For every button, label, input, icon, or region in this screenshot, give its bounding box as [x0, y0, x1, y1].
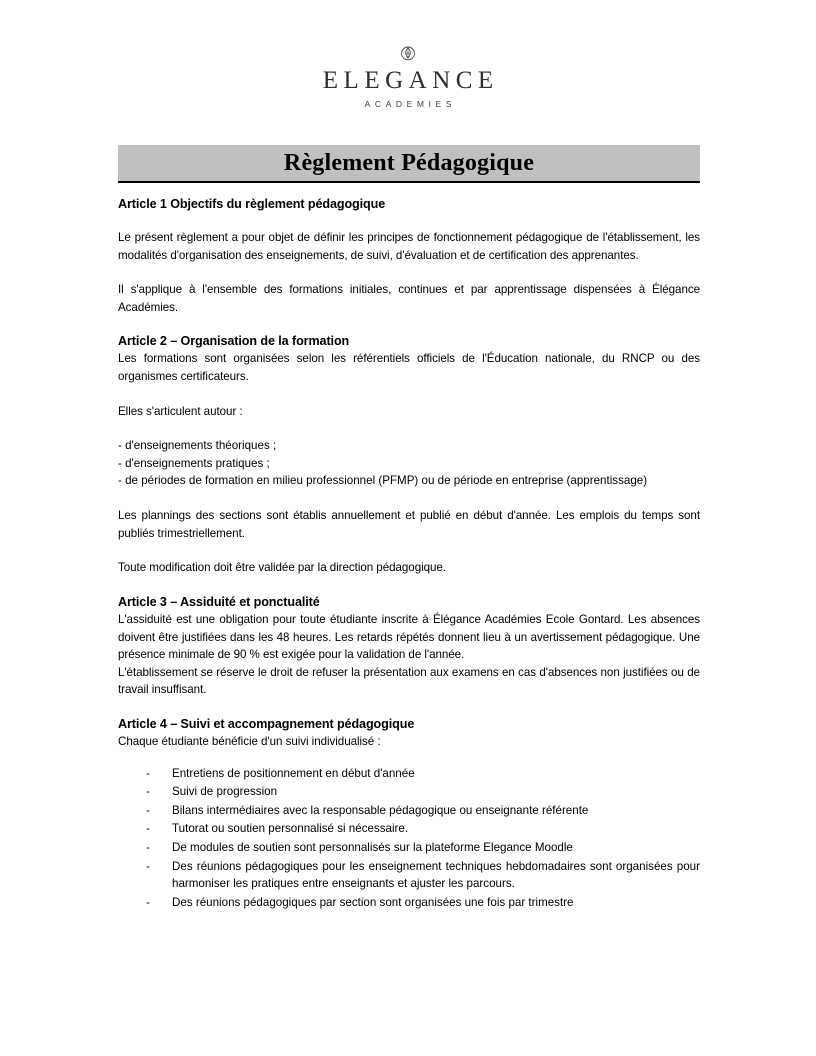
list-item: - Bilans intermédiaires avec la responsable pédagogique ou enseignante référente: [118, 802, 700, 820]
document-body: [118, 196, 700, 912]
article-4-list: [118, 765, 700, 912]
article-2-heading: Article 2 – Organisation de la formation: [118, 334, 350, 349]
list-item: - d'enseignements théoriques ;: [118, 439, 277, 453]
list-item: - Des réunions pédagogiques par section sont organisées une fois par trimestre: [118, 894, 700, 912]
list-item: - Tutorat ou soutien personnalisé si nécessaire.: [118, 820, 700, 838]
list-item: - Entretiens de positionnement en début d'année: [118, 765, 700, 783]
page-title: Règlement Pédagogique: [283, 149, 535, 176]
document-title-banner: [118, 145, 700, 183]
list-item: - de périodes de formation en milieu professionnel (PFMP) ou de période en entreprise (apprentissage): [118, 474, 648, 488]
list-item: - Suivi de progression: [118, 783, 700, 801]
article-4-heading: Article 4 – Suivi et accompagnement pédagogique: [118, 716, 415, 731]
article-4-intro: Chaque étudiante bénéficie d'un suivi individualisé :: [118, 734, 381, 748]
article-3-paragraph-2: L'établissement se réserve le droit de refuser la présentation aux examens en cas d'absences non justifiées ou de travail insuffisant.: [118, 665, 700, 697]
list-item: - De modules de soutien sont personnalisés sur la plateforme Elegance Moodle: [118, 839, 700, 857]
article-2-intro: Les formations sont organisées selon les référentiels officiels de l'Éducation nationale, du RNCP ou des organismes certificateurs.: [118, 352, 700, 384]
article-1-paragraph-2: Il s'applique à l'ensemble des formations initiales, continues et par apprentissage dispensées à Élégance Académies.: [118, 283, 700, 314]
logo-wordmark: ELEGANCE: [322, 67, 499, 94]
list-item: - d'enseignements pratiques ;: [118, 456, 270, 470]
article-3-heading: Article 3 – Assiduité et ponctualité: [118, 594, 320, 609]
article-2-paragraph-after-1: Les plannings des sections sont établis annuellement et publié en début d'année. Les emplois du temps sont publiés trimestriellement.: [118, 509, 700, 540]
article-3-paragraph-1: L'assiduité est une obligation pour toute étudiante inscrite à Élégance Académies Ecole Gontard. Les absences doivent être justifiées dans les 48 heures. Les retards répétés donnent lieu à un avertissement pédagogique. Une présence minimale de 90 % est exigée pour la validation de l'année.: [118, 612, 700, 662]
list-item: - Des réunions pédagogiques pour les enseignement techniques hebdomadaires sont organisées pour harmoniser les pratiques entre enseignants et ajuster les parcours.: [118, 858, 700, 893]
article-2-paragraph-after-2: Toute modification doit être validée par la direction pédagogique.: [118, 561, 446, 575]
article-2-lead-in: Elles s'articulent autour :: [118, 404, 243, 418]
leaf-emblem-icon: [399, 44, 417, 64]
brand-logo: [0, 44, 816, 109]
logo-subtitle: ACADEMIES: [364, 99, 457, 110]
article-1-heading: Article 1 Objectifs du règlement pédagogique: [118, 197, 386, 211]
article-2-list: [118, 437, 700, 490]
article-1-paragraph-1: Le présent règlement a pour objet de définir les principes de fonctionnement pédagogique de l'établissement, les modalités d'organisation des enseignements, de suivi, d'évaluation et de certification des apprenantes.: [118, 231, 700, 262]
